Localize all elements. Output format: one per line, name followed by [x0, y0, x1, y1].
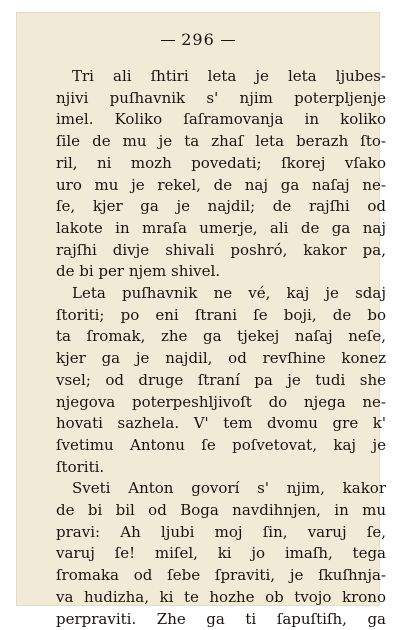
text-line: hovati sazhela. V' tem dvomu gre k': [56, 413, 386, 435]
text-line: njegova poterpeshljivoſt do njega ne-: [56, 392, 386, 414]
text-line: ril, ni mozh povedati; ſkorej vſako: [56, 153, 386, 175]
text-line: ſtoriti.: [56, 457, 386, 479]
page-number: [16, 30, 380, 49]
text-line: kjer ga je najdil, od revſhine konez: [56, 348, 386, 370]
text-line: ſile de mu je ta zhaſ leta berazh ſto-: [56, 131, 386, 153]
text-line: ſvetimu Antonu ſe poſvetovat, kaj je: [56, 435, 386, 457]
left-dash: [161, 40, 175, 41]
text-line: rajſhi divje shivali poshró, kakor pa,: [56, 240, 386, 262]
text-line: perpraviti. Zhe ga ti ſapuſtiſh, ga: [56, 609, 386, 630]
text-line: va hudizha, ki te hozhe ob tvojo krono: [56, 587, 386, 609]
text-line: ſromaka od ſebe ſpraviti, je ſkuſhnja-: [56, 565, 386, 587]
text-line: njivi puſhavnik s' njim poterpljenje: [56, 88, 386, 110]
text-line: uro mu je rekel, de naj ga naſaj ne-: [56, 175, 386, 197]
text-line: ta ſromak, zhe ga tjekej naſaj neſe,: [56, 326, 386, 348]
text-line: pravi: Ah ljubi moj ſin, varuj ſe,: [56, 522, 386, 544]
text-line: Sveti Anton govorí s' njim, kakor: [72, 478, 386, 500]
text-line: ſe, kjer ga je najdil; de rajſhi od: [56, 196, 386, 218]
text-line: de bi per njem shivel.: [56, 261, 386, 283]
text-line: Leta puſhavnik ne vé, kaj je sdaj: [72, 283, 386, 305]
text-line: de bi bil od Boga navdihnjen, in mu: [56, 500, 386, 522]
text-line: varuj ſe! miſel, ki jo imaſh, tega: [56, 543, 386, 565]
right-dash: [221, 40, 235, 41]
text-line: Tri ali ſhtiri leta je leta ljubes-: [72, 66, 386, 88]
text-line: vsel; od druge ſtraní pa je tudi she: [56, 370, 386, 392]
book-page: [16, 12, 380, 606]
text-line: ſtoriti; po eni ſtrani ſe boji, de bo: [56, 305, 386, 327]
text-line: lakote in mraſa umerje, ali de ga naj: [56, 218, 386, 240]
text-line: imel. Koliko ſaſramovanja in koliko: [56, 109, 386, 131]
page-number-text: 296: [181, 30, 215, 49]
